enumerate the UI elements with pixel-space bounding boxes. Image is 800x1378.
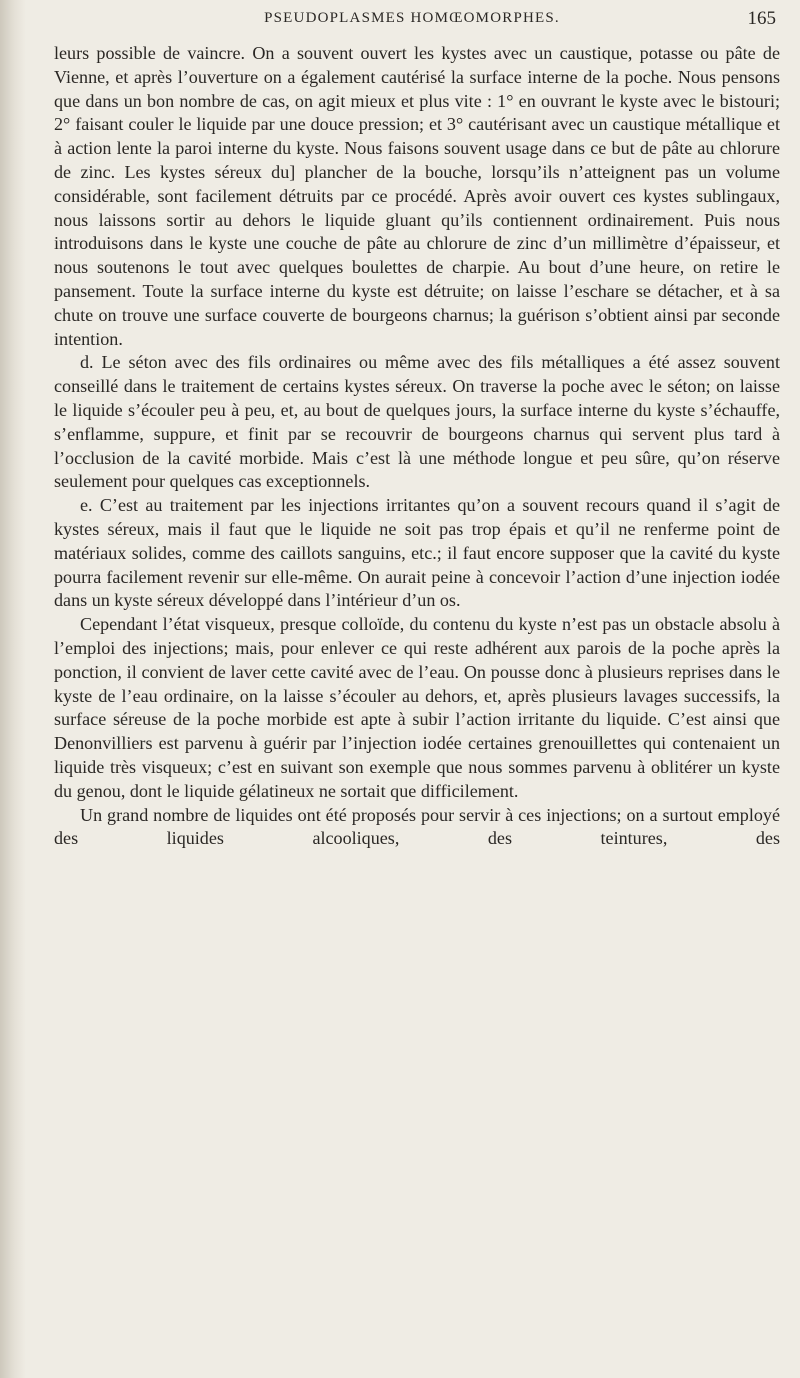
- running-title: PSEUDOPLASMES HOMŒOMORPHES.: [264, 10, 560, 26]
- paragraph-viscous-contents: Cependant l’état visqueux, presque colloïde, du contenu du kyste n’est pas un obstacle absolu à l’emploi des injections; mais, pour enlever ce qui reste adhérent aux parois de la poche après la ponction, il convient de laver cette cavité avec de l’eau. On pousse donc à plusieurs reprises dans le kyste de l’eau ordinaire, on la laisse s’écouler au dehors, et, après plusieurs lavages successifs, la surface séreuse de la poche morbide est apte à subir l’action irritante du liquide. C’est ainsi que Denonvilliers est parvenu à guérir par l’injection iodée certaines grenouillettes qui contenaient un liquide très visqueux; c’est en suivant son exemple que nous sommes parvenu à oblitérer un kyste du genou, dont le liquide gélatineux ne sortait que difficilement.: [54, 614, 780, 801]
- binding-shadow: [0, 0, 26, 1378]
- body-text: [54, 42, 780, 851]
- running-header: [48, 10, 776, 34]
- paragraph-continuation: leurs possible de vaincre. On a souvent ouvert les kystes avec un caustique, potasse ou pâte de Vienne, et après l’ouverture on a également cautérisé la surface interne de la poche. Nous pensons que dans un bon nombre de cas, on agit mieux et plus vite : 1° en ouvrant le kyste avec le bistouri; 2° faisant couler le liquide par une douce pression; et 3° cautérisant avec un caustique métallique et à action lente la paroi interne du kyste. Nous faisons souvent usage dans ce but de pâte au chlorure de zinc. Les kystes séreux du] plancher de la bouche, lorsqu’ils n’atteignent pas un volume considérable, sont facilement détruits par ce procédé. Après avoir ouvert ces kystes sublingaux, nous laissons sortir au dehors le liquide gluant qu’ils contiennent ordinairement. Puis nous introduisons dans le kyste une couche de pâte au chlorure de zinc d’un millimètre d’épaisseur, et nous soutenons le tout avec quelques boulettes de charpie. Au bout d’une heure, on retire le pansement. Toute la surface interne du kyste est détruite; on laisse l’eschare se détacher, et à sa chute on trouve une surface couverte de bourgeons charnus; la guérison s’obtient ainsi par seconde intention.: [54, 43, 780, 349]
- paragraph-injections: e. C’est au traitement par les injections irritantes qu’on a souvent recours quand il s’agit de kystes séreux, mais il faut que le liquide ne soit pas trop épais et qu’il ne renferme point de matériaux solides, comme des caillots sanguins, etc.; il faut encore supposer que la cavité du kyste pourra facilement revenir sur elle-même. On aurait peine à concevoir l’action d’une injection iodée dans un kyste séreux développé dans l’intérieur d’un os.: [54, 495, 780, 611]
- paragraph-seton: d. Le séton avec des fils ordinaires ou même avec des fils métalliques a été assez souvent conseillé dans le traitement de certains kystes séreux. On traverse la poche avec le séton; on laisse le liquide s’écouler peu à peu, et, au bout de quelques jours, la surface interne du kyste s’échauffe, s’enflamme, suppure, et finit par se recouvrir de bourgeons charnus qui servent plus tard à l’occlusion de la cavité morbide. Mais c’est là une méthode longue et peu sûre, qu’on réserve seulement pour quelques cas exceptionnels.: [54, 352, 780, 492]
- paragraph-liquids: Un grand nombre de liquides ont été proposés pour servir à ces injections; on a surtout employé des liquides alcooliques, des teintures, des: [54, 804, 780, 849]
- page-number: 165: [747, 8, 776, 29]
